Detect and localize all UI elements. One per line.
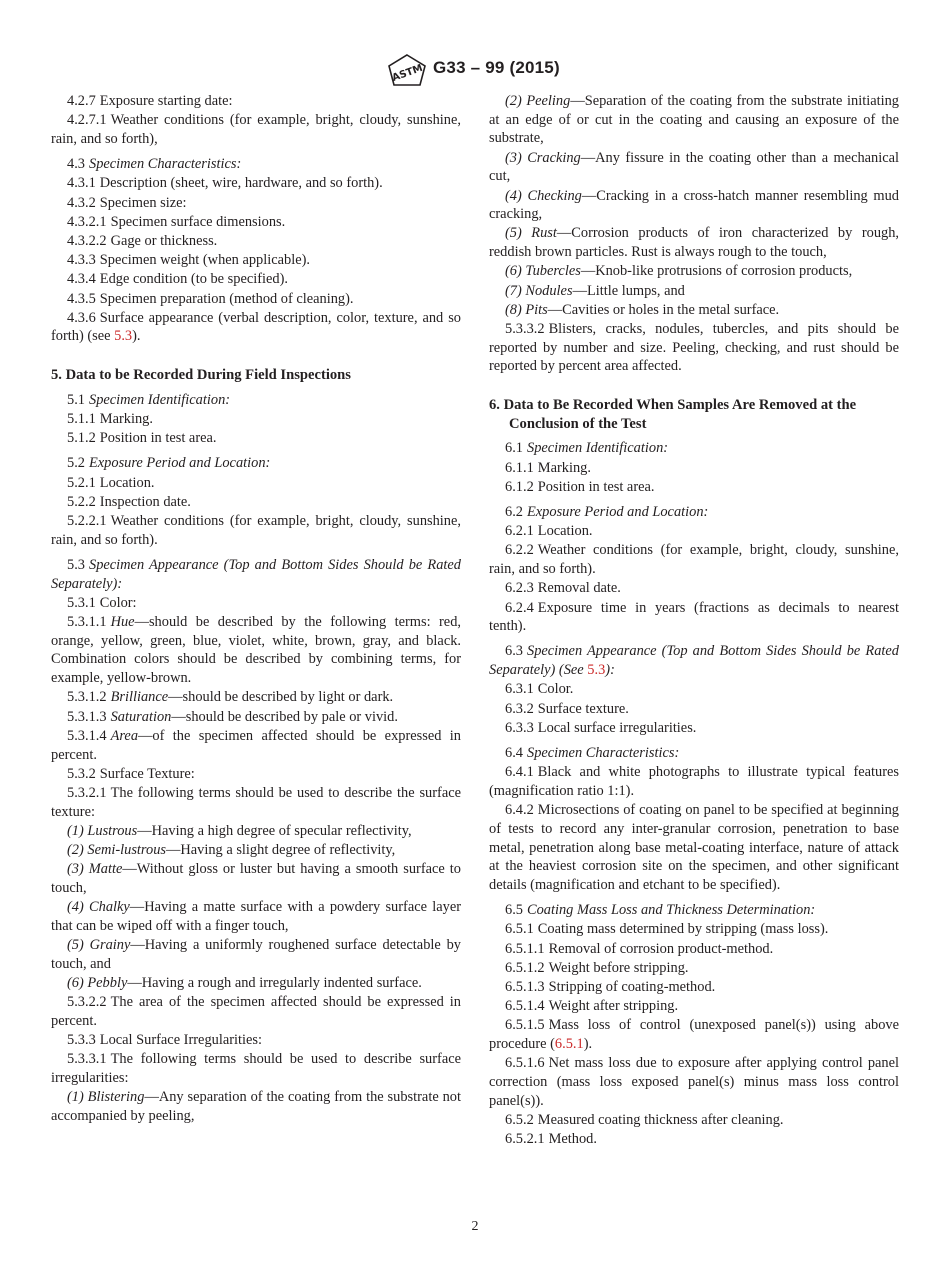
clause-italic-term: (6) Pebbly: [67, 974, 128, 991]
clause: [489, 1016, 899, 1053]
clause-italic-term: (2) Peeling: [505, 93, 571, 109]
document-designation: G33 – 99 (2015): [433, 58, 560, 77]
clause: [51, 727, 461, 764]
clause-text: Specimen size:: [99, 194, 187, 211]
clause: [51, 493, 461, 512]
clause: [51, 556, 461, 593]
clause-text: Weight before stripping.: [548, 959, 689, 976]
clause: [489, 503, 899, 522]
cross-reference-link[interactable]: 6.5.1: [554, 1036, 584, 1053]
clause-text: —should be described by light or dark.: [168, 689, 394, 706]
clause: [489, 187, 899, 224]
clause: [489, 920, 899, 939]
clause-number: 4.3.4: [67, 271, 96, 288]
clause: [489, 149, 899, 186]
clause-text: —Having a matte surface with a powdery surface layer that can be wiped off with a finger touch,: [51, 899, 462, 934]
clause-text: —Without gloss or luster but having a smooth surface to touch,: [51, 861, 461, 896]
clause: [489, 997, 899, 1016]
clause: [489, 1130, 899, 1149]
clause: [51, 1088, 461, 1125]
clause-number: 6.3.1: [505, 681, 534, 698]
clause-number: 4.3.3: [67, 252, 96, 269]
clause: [51, 784, 461, 821]
clause: [51, 232, 461, 251]
clause-number: 6.5: [505, 902, 523, 919]
clause-italic-tail: ):: [605, 662, 615, 679]
clause-text: Local surface irregularities.: [537, 719, 697, 736]
clause-number: 5.1.2: [67, 430, 96, 447]
logo-text: ASTM: [390, 62, 425, 85]
clause-number: 5.3.2: [67, 765, 96, 782]
clause: [489, 459, 899, 478]
clause-text: Surface Texture:: [99, 765, 195, 782]
clause-number: 6.3.3: [505, 719, 534, 736]
clause-number: 5.2.2: [67, 493, 96, 510]
clause-text: Exposure time in years (fractions as decimals to nearest tenth).: [489, 599, 899, 635]
clause: [51, 174, 461, 193]
clause-italic-term: Area: [110, 727, 139, 744]
clause-text: —Little lumps, and: [572, 282, 685, 299]
clause: [51, 92, 461, 111]
clause-italic-term: Specimen Identification:: [527, 440, 669, 457]
section-heading: 5. Data to be Recorded During Field Inspections: [51, 367, 351, 384]
clause-number: 5.3.1: [67, 594, 96, 611]
clause-number: 5.2: [67, 455, 85, 472]
clause: [51, 309, 461, 346]
clause-text: Net mass loss due to exposure after applying control panel correction (mass loss exposed panel(s) minus mass loss control panel(s)).: [489, 1055, 899, 1109]
clause-text: —Having a slight degree of reflectivity,: [166, 842, 396, 859]
clause-text: Color:: [99, 594, 137, 611]
clause-number: 5.1: [67, 391, 85, 408]
clause-text: The following terms should be used to describe the surface texture:: [51, 784, 461, 820]
clause-text-tail: ).: [132, 328, 141, 345]
clause: [51, 841, 461, 860]
clause-text: Blisters, cracks, nodules, tubercles, and pits should be reported by number and size. Peeling, checking, and rust should be reported by percent area affected.: [489, 320, 899, 375]
clause-italic-term: (3) Matte: [67, 861, 123, 878]
clause: [489, 700, 899, 719]
clause-text: Removal date.: [537, 580, 621, 597]
clause: [51, 454, 461, 473]
clause: [51, 290, 461, 309]
clause-number: 5.3.3.1: [67, 1051, 107, 1068]
clause-italic-term: Specimen Appearance (Top and Bottom Sides Should be Rated Separately) (See: [489, 643, 899, 679]
clause: [51, 512, 461, 549]
clause: [51, 860, 461, 897]
clause-text: —Corrosion products of iron characterized by rough, reddish brown particles. Rust is always rough to the touch,: [489, 225, 900, 261]
clause: [51, 594, 461, 613]
clause: [51, 936, 461, 973]
clause-italic-term: Specimen Appearance (Top and Bottom Sides Should be Rated Separately):: [51, 556, 461, 592]
clause-text: Local Surface Irregularities:: [99, 1032, 262, 1049]
clause-text: —should be described by the following terms: red, orange, yellow, green, blue, violet, white, brown, gray, and black. Combination colors should be described by combining terms, for example, yellow-brown.: [51, 614, 461, 687]
clause-number: 6.4.1: [505, 764, 534, 781]
clause: [489, 901, 899, 920]
clause-text: Position in test area.: [99, 430, 217, 447]
clause: [51, 708, 461, 727]
clause: [51, 1050, 461, 1087]
clause-italic-term: (3) Cracking: [505, 149, 581, 166]
clause-number: 5.3.2.1: [67, 784, 107, 801]
clause-italic-term: Exposure Period and Location:: [89, 455, 271, 472]
clause: [51, 688, 461, 707]
section-heading: 6. Data to Be Recorded When Samples Are Removed at the Conclusion of the Test: [489, 397, 857, 432]
clause-italic-term: (5) Grainy: [67, 937, 131, 954]
clause-number: 5.3.3.2: [505, 320, 545, 337]
clause-italic-term: (5) Rust: [505, 225, 557, 242]
clause-number: 6.5.1.1: [505, 940, 545, 957]
clause: [51, 213, 461, 232]
clause: [489, 541, 899, 578]
clause-number: 5.3.2.2: [67, 994, 107, 1011]
clause: [489, 320, 899, 376]
cross-reference-link[interactable]: 5.3: [114, 328, 133, 345]
clause: [489, 1054, 899, 1110]
clause-text: Edge condition (to be specified).: [99, 271, 288, 288]
clause: [51, 111, 461, 148]
clause-text: Black and white photographs to illustrate typical features (magnification ratio 1:1).: [489, 764, 899, 799]
clause-italic-term: Coating Mass Loss and Thickness Determination:: [527, 902, 816, 919]
clause-italic-term: Brilliance: [110, 689, 169, 706]
clause: [489, 959, 899, 978]
clause-number: 6.5.1: [505, 921, 534, 938]
clause-text: Description (sheet, wire, hardware, and so forth).: [99, 175, 383, 192]
clause-number: 4.3.1: [67, 175, 96, 192]
clause-text: —Any fissure in the coating other than a mechanical cut,: [489, 149, 900, 185]
clause-italic-term: Hue: [110, 614, 135, 631]
clause-text: —of the specimen affected should be expressed in percent.: [51, 727, 461, 763]
clause-text: Microsections of coating on panel to be specified at beginning of tests to record any inter-granular corrosion, penetration to base metal, penetration along base metal-coating interface, nature of attack at the heaviest corrosion site on the specimen, and other significant details (magnification and etchant to be specified).: [489, 802, 899, 893]
clause-number: 4.2.7.1: [67, 112, 107, 129]
clause-number: 6.5.2.1: [505, 1131, 545, 1148]
clause-italic-term: (6) Tubercles: [505, 263, 581, 280]
clause-text: —Having a rough and irregularly indented surface.: [127, 974, 422, 991]
clause-text: —should be described by pale or vivid.: [171, 708, 398, 725]
clause-number: 5.3.3: [67, 1032, 96, 1049]
clause-number: 6.2: [505, 504, 523, 521]
clause: [489, 282, 899, 301]
clause: [489, 439, 899, 458]
clause-italic-term: (1) Blistering: [67, 1089, 145, 1106]
clause-italic-term: (8) Pits: [505, 301, 548, 318]
clause: [489, 1111, 899, 1130]
clause: [51, 993, 461, 1030]
clause-italic-term: (1) Lustrous: [67, 822, 138, 839]
clause-number: 5.3.1.1: [67, 614, 107, 631]
clause-number: 5.1.1: [67, 411, 96, 428]
clause: [51, 429, 461, 448]
clause: [489, 642, 899, 679]
clause-number: 4.2.7: [67, 93, 96, 109]
clause: [51, 898, 461, 935]
clause-number: 5.3: [67, 556, 85, 573]
clause-number: 5.3.1.4: [67, 727, 107, 744]
clause: [489, 940, 899, 959]
page-header: [0, 54, 950, 86]
clause-italic-term: (7) Nodules: [505, 282, 573, 299]
clause-text: Stripping of coating-method.: [548, 978, 716, 995]
clause: [489, 301, 899, 320]
left-column: [51, 92, 461, 1126]
clause-number: 6.5.1.2: [505, 959, 545, 976]
clause: [51, 974, 461, 993]
clause-text: Position in test area.: [537, 478, 655, 495]
clause-text: Surface appearance (verbal description, color, texture, and so forth) (see: [51, 309, 461, 345]
clause-text: —Cavities or holes in the metal surface.: [547, 301, 780, 318]
clause-number: 6.1.1: [505, 459, 534, 476]
clause-number: 6.3: [505, 643, 523, 660]
clause-number: 6.3.2: [505, 700, 534, 717]
clause-italic-term: Specimen Characteristics:: [89, 156, 242, 173]
clause: [51, 474, 461, 493]
clause-number: 5.2.1: [67, 474, 96, 491]
clause-text: Location.: [537, 523, 593, 540]
clause: [51, 270, 461, 289]
clause-text: Inspection date.: [99, 493, 191, 510]
astm-logo-icon: [387, 54, 427, 86]
clause-number: 6.5.1.5: [505, 1017, 545, 1034]
clause: [489, 579, 899, 598]
clause-number: 4.3.2: [67, 194, 96, 211]
clause-number: 6.5.1.3: [505, 978, 545, 995]
clause-number: 6.2.3: [505, 580, 534, 597]
clause-text: —Cracking in a cross-hatch manner resembling mud cracking,: [489, 187, 900, 223]
clause-number: 6.2.2: [505, 542, 534, 559]
clause-italic-term: (4) Chalky: [67, 899, 130, 916]
clause-text: —Having a high degree of specular reflectivity,: [137, 822, 412, 839]
clause-number: 4.3.2.2: [67, 232, 107, 249]
clause: [51, 613, 461, 688]
clause-italic-term: Exposure Period and Location:: [527, 504, 709, 521]
clause-text: Specimen preparation (method of cleaning).: [99, 290, 354, 307]
clause-text: Gage or thickness.: [110, 232, 218, 249]
clause-italic-term: Specimen Identification:: [89, 391, 231, 408]
clause-text: Coating mass determined by stripping (mass loss).: [537, 921, 829, 938]
clause: [489, 763, 899, 800]
clause-italic-term: Specimen Characteristics:: [527, 745, 680, 761]
clause-italic-term: (4) Checking: [505, 187, 582, 204]
clause: [489, 224, 899, 261]
clause: [51, 194, 461, 213]
clause-number: 6.5.1.4: [505, 998, 545, 1015]
clause-number: 6.2.4: [505, 599, 534, 616]
clause-text: The following terms should be used to describe surface irregularities:: [51, 1051, 461, 1086]
page-number: 2: [471, 1219, 479, 1234]
clause-text: Specimen surface dimensions.: [110, 213, 286, 230]
clause-text: Weather conditions (for example, bright, cloudy, sunshine, rain, and so forth).: [489, 542, 899, 578]
clause: [489, 92, 899, 148]
clause: [489, 719, 899, 738]
clause-number: 5.2.2.1: [67, 513, 107, 530]
clause: [51, 822, 461, 841]
clause-number: 4.3.2.1: [67, 213, 107, 230]
clause-text: Surface texture.: [537, 700, 629, 717]
clause-text: Weight after stripping.: [548, 998, 679, 1015]
clause: [51, 155, 461, 174]
clause-text: Color.: [537, 681, 574, 698]
clause: [489, 978, 899, 997]
clause-number: 6.2.1: [505, 523, 534, 540]
clause-text: Method.: [548, 1131, 597, 1148]
clause-number: 6.5.2: [505, 1111, 534, 1128]
clause: [489, 801, 899, 895]
clause-text: —Separation of the coating from the substrate initiating at an edge of or cut in the coating and causing an exposure of the substrate,: [489, 93, 899, 147]
clause-number: 4.3: [67, 156, 85, 173]
clause-text: Exposure starting date:: [99, 93, 233, 109]
clause-text: Specimen weight (when applicable).: [99, 252, 310, 269]
clause: [489, 680, 899, 699]
clause: [51, 391, 461, 410]
clause-number: 6.1: [505, 440, 523, 457]
clause-number: 6.4.2: [505, 802, 534, 819]
clause-text: Location.: [99, 474, 155, 491]
clause-italic-term: Saturation: [110, 708, 172, 725]
cross-reference-link[interactable]: 5.3: [587, 662, 606, 679]
clause-text-tail: ).: [583, 1036, 593, 1053]
clause-text: Weather conditions (for example, bright, cloudy, sunshine, rain, and so forth).: [51, 513, 461, 548]
clause-number: 4.3.6: [67, 309, 96, 326]
clause: [51, 251, 461, 270]
clause-number: 5.3.1.3: [67, 708, 107, 725]
clause: [489, 478, 899, 497]
clause-text: Marking.: [99, 411, 153, 428]
clause: [51, 765, 461, 784]
clause: [489, 522, 899, 541]
clause-number: 6.4: [505, 745, 523, 761]
clause-number: 4.3.5: [67, 290, 96, 307]
clause-text: Measured coating thickness after cleaning.: [537, 1111, 784, 1128]
clause-text: Mass loss of control (unexposed panel(s)) using above procedure (: [489, 1017, 899, 1053]
clause-text: —Having a uniformly roughened surface detectable by touch, and: [51, 937, 461, 972]
clause: [489, 262, 899, 281]
clause-number: 5.3.1.2: [67, 689, 107, 706]
clause-text: Marking.: [537, 459, 591, 476]
clause: [51, 410, 461, 429]
clause-text: Weather conditions (for example, bright, cloudy, sunshine, rain, and so forth),: [51, 112, 461, 147]
clause: [489, 744, 899, 763]
clause-number: 6.5.1.6: [505, 1055, 545, 1072]
right-column: [489, 92, 899, 1149]
clause-text: The area of the specimen affected should be expressed in percent.: [51, 994, 461, 1029]
clause-number: 6.1.2: [505, 478, 534, 495]
clause: [489, 599, 899, 636]
clause-italic-term: (2) Semi-lustrous: [67, 842, 166, 859]
clause-text: —Knob-like protrusions of corrosion products,: [580, 263, 853, 280]
clause-text: Removal of corrosion product-method.: [548, 940, 774, 957]
clause: [51, 1031, 461, 1050]
clause-text: —Any separation of the coating from the substrate not accompanied by peeling,: [51, 1089, 461, 1124]
